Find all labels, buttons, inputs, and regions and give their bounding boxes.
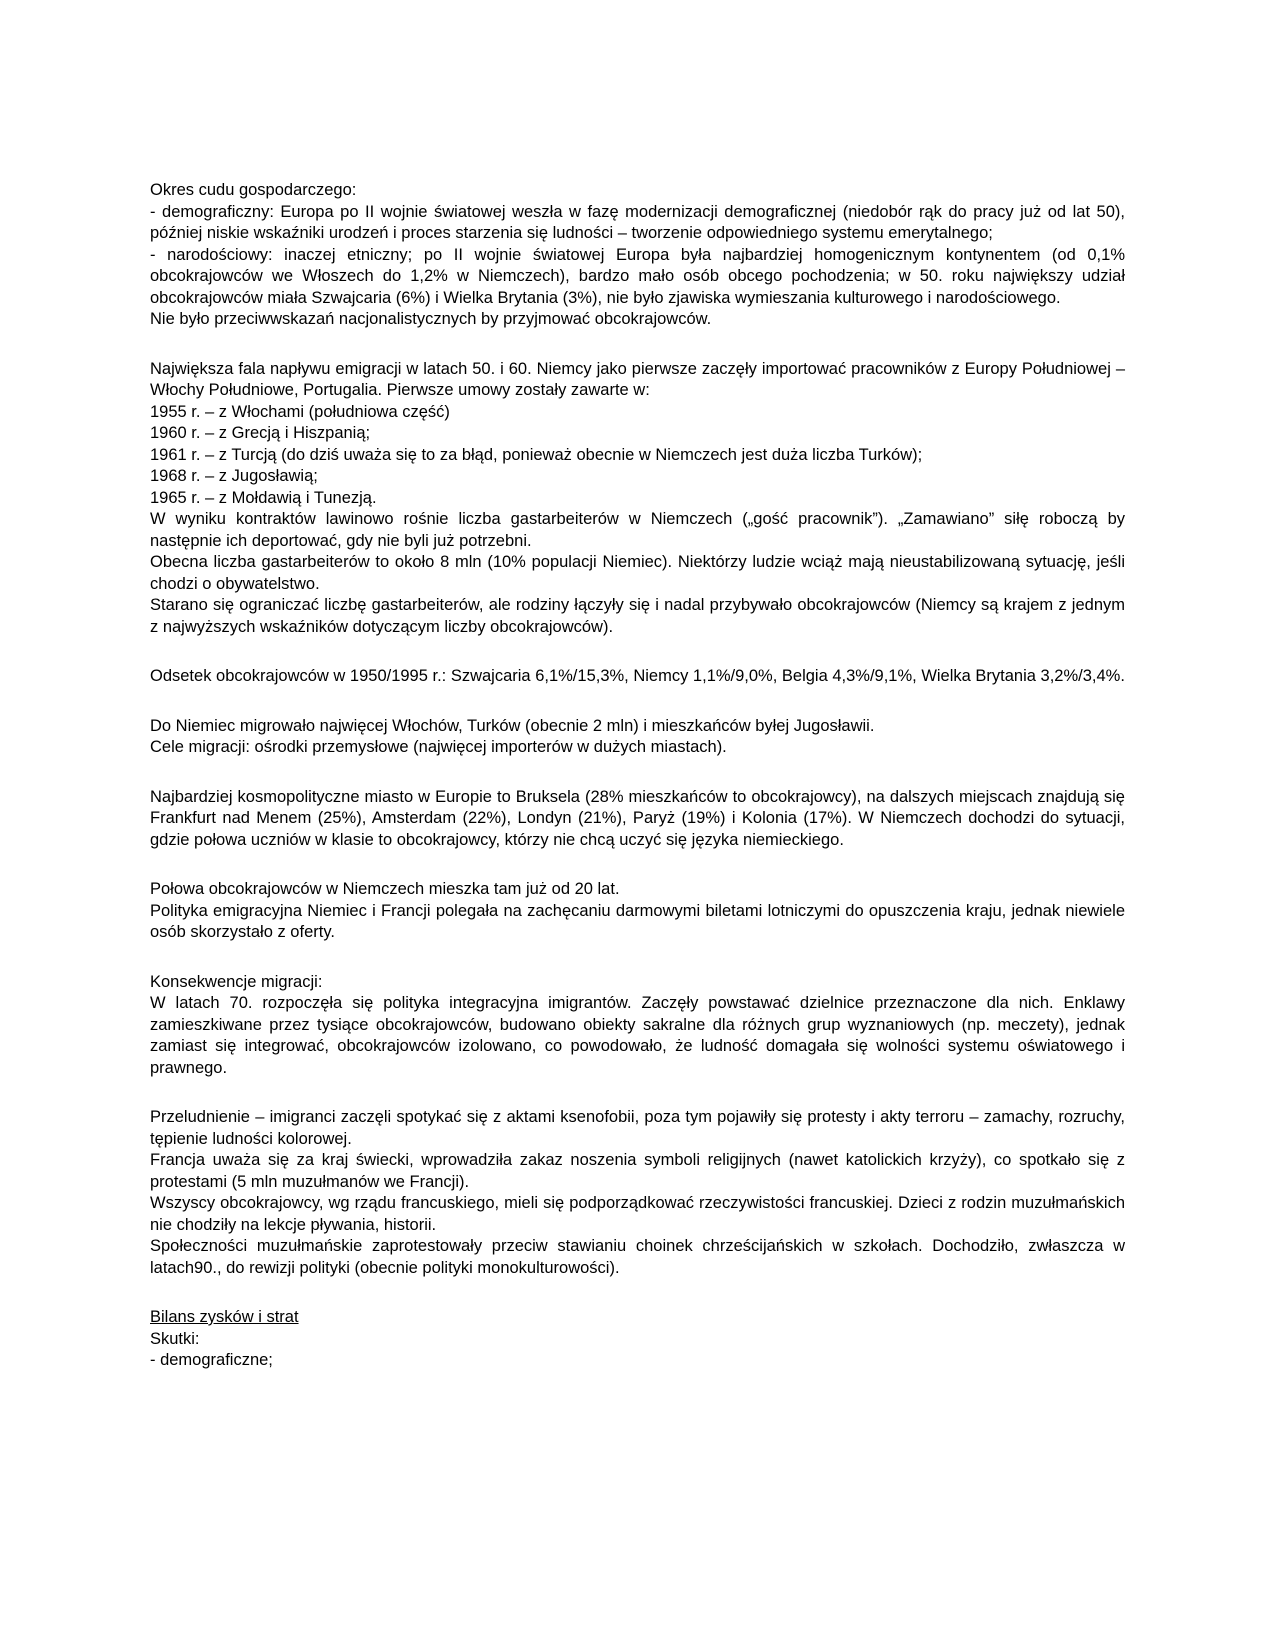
- paragraph-gap: [150, 759, 1125, 787]
- section-heading-economic-miracle: Okres cudu gospodarczego:: [150, 181, 357, 199]
- section-heading-consequences: Konsekwencje migracji:: [150, 972, 323, 991]
- paragraph-migration-goals: Cele migracji: ośrodki przemysłowe (najwięcej importerów w dużych miastach).: [150, 738, 727, 756]
- paragraph-france-secular: Francja uważa się za kraj świecki, wprowadziła zakaz noszenia symboli religijnych (nawet katolickich krzyży), co spotkało się z protestami (5 mln muzułmanów we Francji).: [150, 1151, 1125, 1191]
- paragraph-gap: [150, 1079, 1125, 1107]
- paragraph-gap: [150, 944, 1125, 972]
- paragraph-gap: [150, 851, 1125, 879]
- paragraph-national: - narodościowy: inaczej etniczny; po II wojnie światowej Europa była najbardziej homogenicznym kontynentem (od 0,1% obcokrajowców we Włoszech do 1,2% w Niemczech), bardzo mało osób obcego pochodzenia; w 50. roku największy udział obcokrajowców miała Szwajcaria (6%) i Wielka Brytania (3%), nie było zjawiska wymieszania kulturowego i narodościowego.: [150, 245, 1125, 307]
- list-item-1960: 1960 r. – z Grecją i Hiszpanią;: [150, 424, 371, 442]
- paragraph-integration-policy: W latach 70. rozpoczęła się polityka integracyjna imigrantów. Zaczęły powstawać dzielnice przeznaczone dla nich. Enklawy zamieszkiwane przez tysiące obcokrajowców, budowano obiekty sakralne dla różnych grup wyznaniowych (np. meczety), jednak zamiast się integrować, obcokrajowców izolowano, co powodowało, że ludność domagała się wolności systemu oświatowego i prawnego.: [150, 994, 1125, 1077]
- paragraph-gastarbeiters: W wyniku kontraktów lawinowo rośnie liczba gastarbeiterów w Niemczech („gość pracownik”). „Zamawiano” siłę roboczą by następnie ich deportować, gdy nie byli już potrzebni.: [150, 510, 1125, 550]
- paragraph-current-number: Obecna liczba gastarbeiterów to około 8 mln (10% populacji Niemiec). Niektórzy ludzie wciąż mają nieustabilizowaną sytuację, jeśli chodzi o obywatelstwo.: [150, 553, 1125, 593]
- paragraph-gap: [150, 688, 1125, 716]
- list-item-1968: 1968 r. – z Jugosławią;: [150, 467, 318, 485]
- document-page: [150, 180, 1125, 1372]
- paragraph-percentage: Odsetek obcokrajowców w 1950/1995 r.: Szwajcaria 6,1%/15,3%, Niemcy 1,1%/9,0%, Belgia 4,3%/9,1%, Wielka Brytania 3,2%/3,4%.: [150, 667, 1125, 685]
- paragraph-gap: [150, 331, 1125, 359]
- label-effects: Skutki:: [150, 1329, 200, 1348]
- paragraph-gap: [150, 1279, 1125, 1307]
- paragraph-foreigners-subordinate: Wszyscy obcokrajowcy, wg rządu francuskiego, mieli się podporządkować rzeczywistości francuskiej. Dzieci z rodzin muzułmańskich nie chodziły na lekcje pływania, historii.: [150, 1194, 1125, 1234]
- paragraph-cosmopolitan-cities: Najbardziej kosmopolityczne miasto w Europie to Bruksela (28% mieszkańców to obcokrajowcy), na dalszych miejscach znajdują się Frankfurt nad Menem (25%), Amsterdam (22%), Londyn (21%), Paryż (19%) i Kolonia (17%). W Niemczech dochodzi do sytuacji, gdzie połowa uczniów w klasie to obcokrajowcy, którzy nie chcą uczyć się języka niemieckiego.: [150, 787, 1125, 849]
- list-item-1961: 1961 r. – z Turcją (do dziś uważa się to za błąd, ponieważ obecnie w Niemczech jest duża liczba Turków);: [150, 445, 923, 464]
- paragraph-muslim-communities: Społeczności muzułmańskie zaprotestowały przeciw stawianiu choinek chrześcijańskich w szkołach. Dochodziło, zwłaszcza w latach90., do rewizji polityki (obecnie polityki monokulturowości).: [150, 1237, 1125, 1277]
- paragraph-limitation: Starano się ograniczać liczbę gastarbeiterów, ale rodziny łączyły się i nadal przybywało obcokrajowców (Niemcy są krajem z jednym z najwyższych wskaźników dotyczącym liczby obcokrajowców).: [150, 596, 1125, 636]
- list-item-1955: 1955 r. – z Włochami (południowa część): [150, 402, 450, 421]
- list-item-1965: 1965 r. – z Mołdawią i Tunezją.: [150, 488, 377, 507]
- paragraph-gap: [150, 638, 1125, 666]
- paragraph-no-objections: Nie było przeciwwskazań nacjonalistycznych by przyjmować obcokrajowców.: [150, 310, 712, 328]
- paragraph-migration-wave: Największa fala napływu emigracji w latach 50. i 60. Niemcy jako pierwsze zaczęły importować pracowników z Europy Południowej – Włochy Południowe, Portugalia. Pierwsze umowy zostały zawarte w:: [150, 359, 1125, 399]
- section-heading-balance: Bilans zysków i strat: [150, 1308, 299, 1326]
- paragraph-half-foreigners: Połowa obcokrajowców w Niemczech mieszka tam już od 20 lat.: [150, 880, 620, 898]
- list-item-demographic: - demograficzne;: [150, 1351, 273, 1369]
- paragraph-migrants-origin: Do Niemiec migrowało najwięcej Włochów, Turków (obecnie 2 mln) i mieszkańców byłej Jugosławii.: [150, 716, 875, 735]
- paragraph-overpopulation: Przeludnienie – imigranci zaczęli spotykać się z aktami ksenofobii, poza tym pojawiły się protesty i akty terroru – zamachy, rozruchy, tępienie ludności kolorowej.: [150, 1108, 1125, 1148]
- paragraph-demographic: - demograficzny: Europa po II wojnie światowej weszła w fazę modernizacji demograficznej (niedobór rąk do pracy już od lat 50), później niskie wskaźniki urodzeń i proces starzenia się ludności – tworzenie odpowiedniego systemu emerytalnego;: [150, 202, 1125, 242]
- paragraph-emigration-policy: Polityka emigracyjna Niemiec i Francji polegała na zachęcaniu darmowymi biletami lotniczymi do opuszczenia kraju, jednak niewiele osób skorzystało z oferty.: [150, 901, 1125, 941]
